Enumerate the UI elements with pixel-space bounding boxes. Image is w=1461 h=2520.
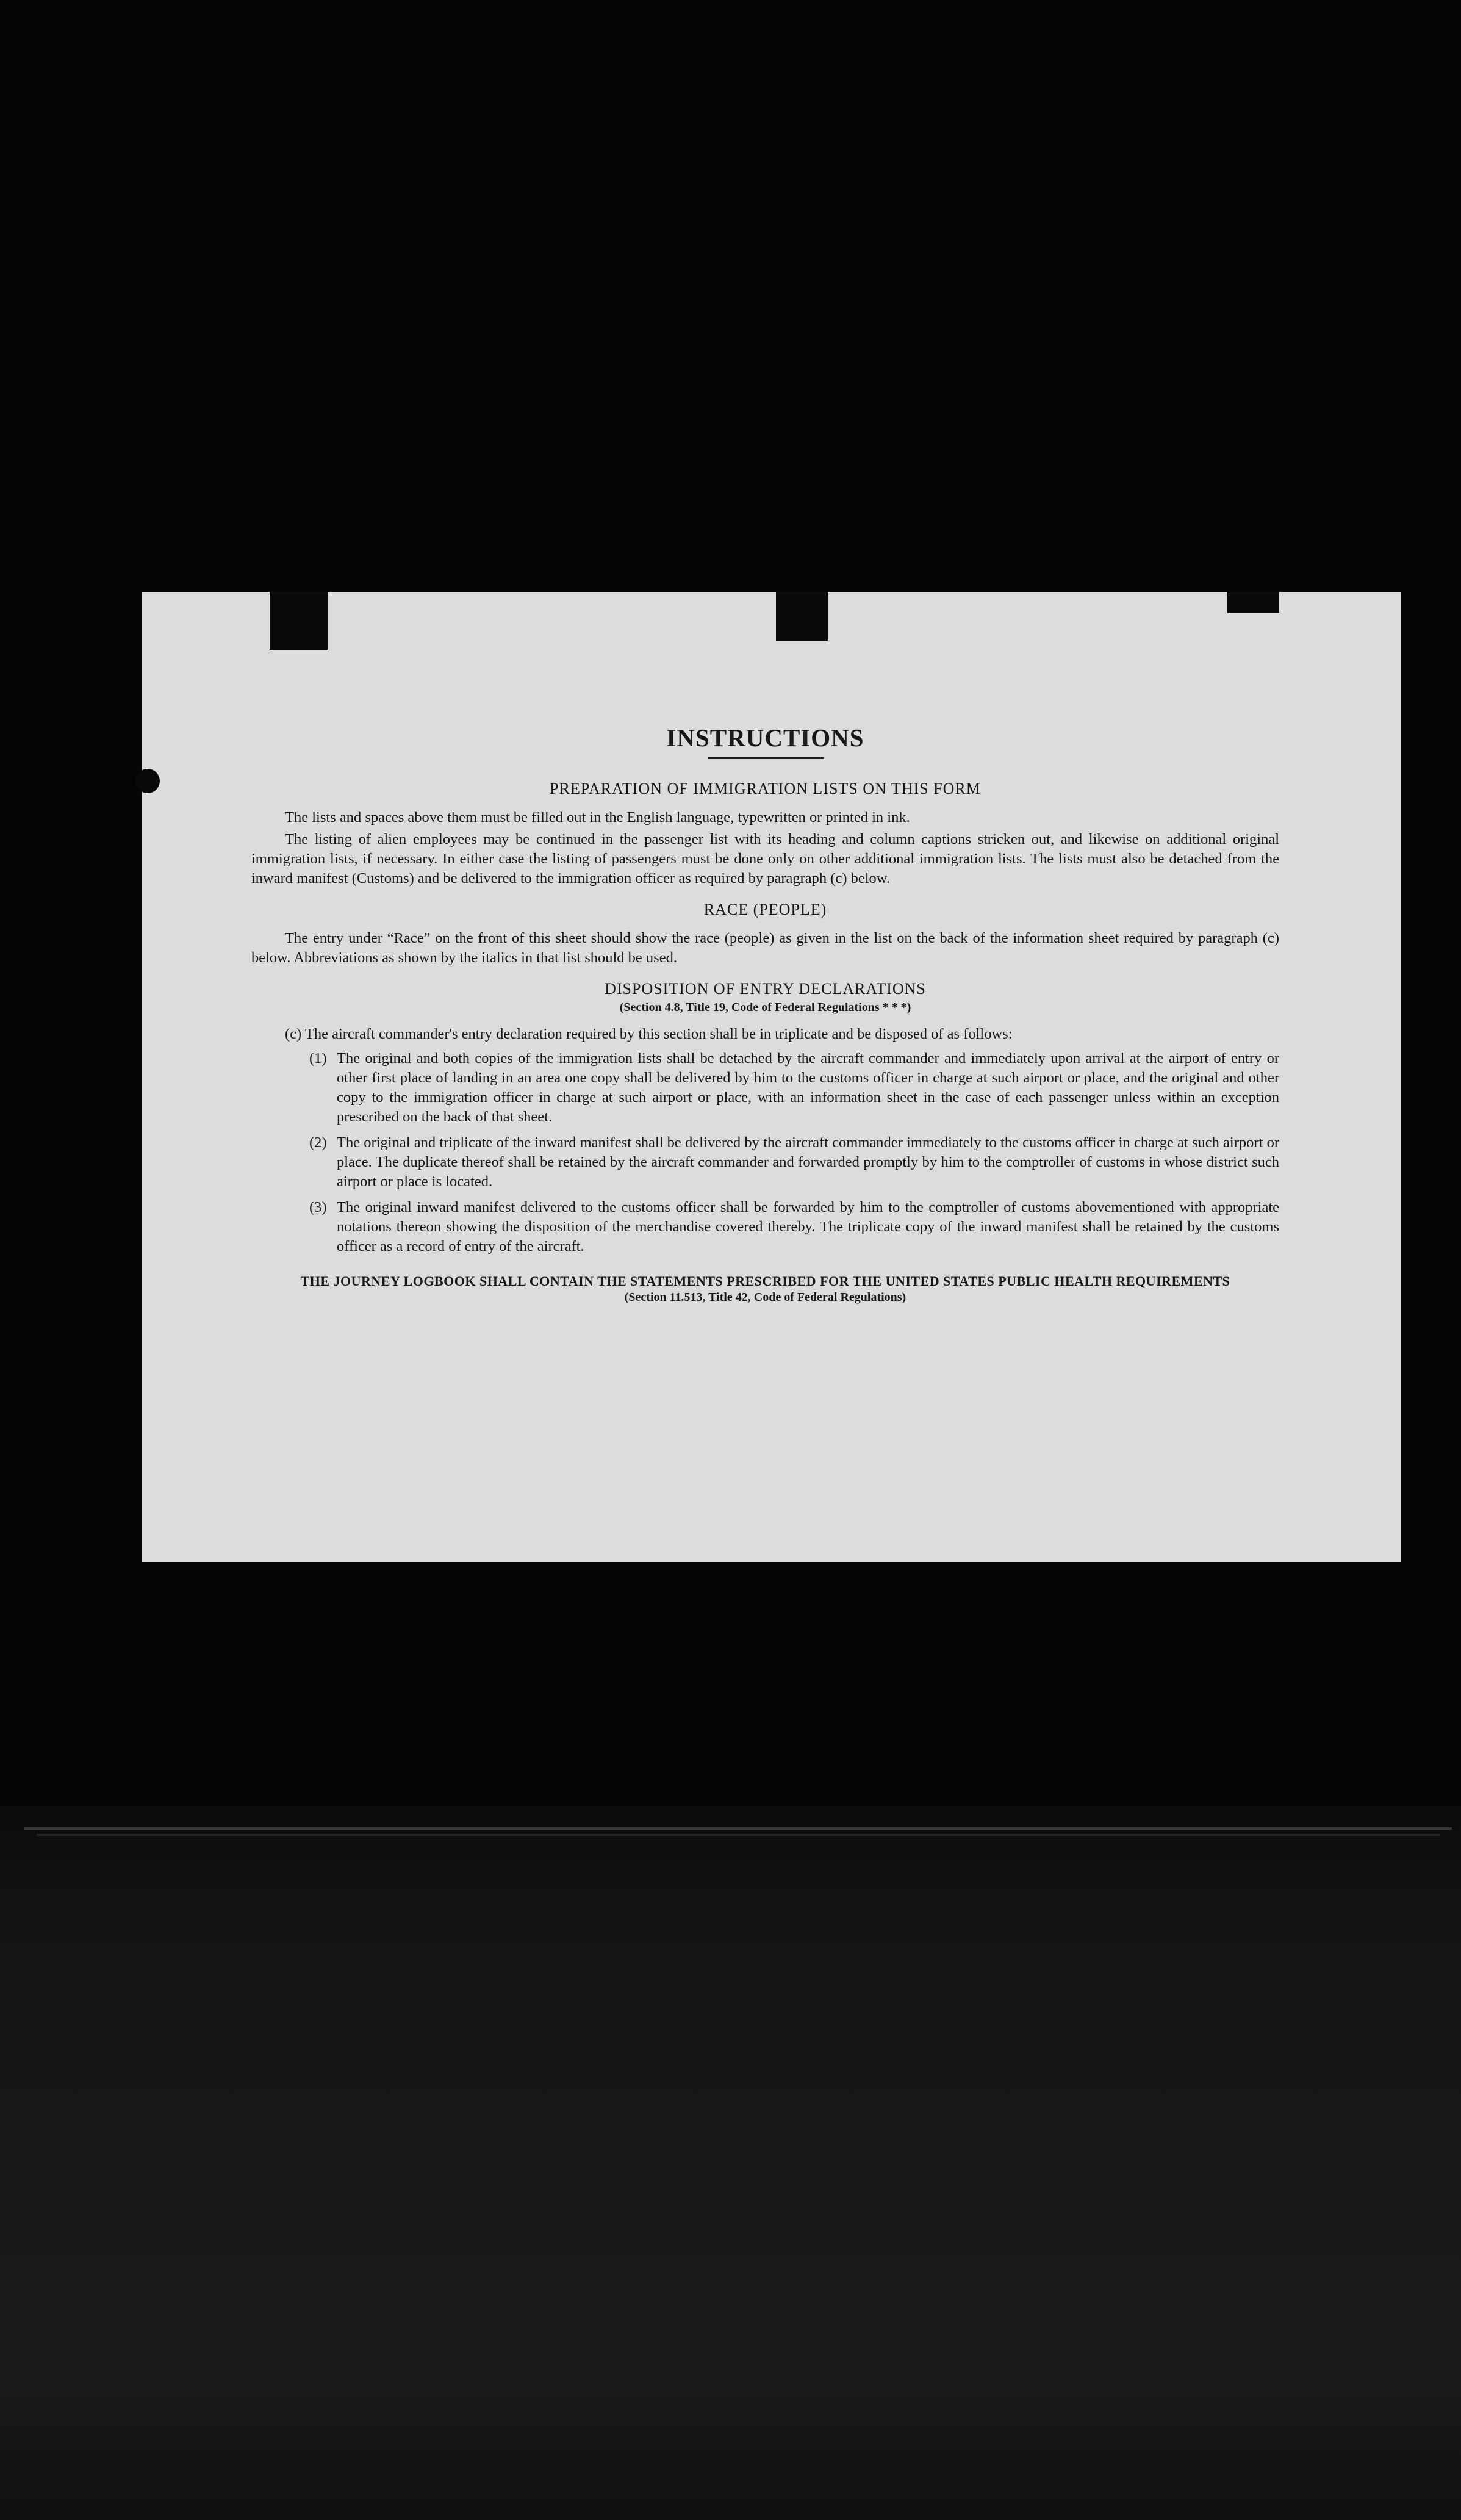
instruction-text-block [251, 723, 1279, 1305]
scan-lower-band [0, 1806, 1461, 2520]
title-underline [708, 757, 824, 759]
section-heading-preparation: PREPARATION OF IMMIGRATION LISTS ON THIS FORM [550, 780, 981, 797]
list-item [309, 1198, 1279, 1256]
footer-health-requirements: THE JOURNEY LOGBOOK SHALL CONTAIN THE STATEMENTS PRESCRIBED FOR THE UNITED STATES PUBLIC HEALTH REQUIREMENTS [300, 1273, 1230, 1289]
list-item-number: (1) [309, 1050, 327, 1067]
torn-corner [135, 769, 160, 793]
list-item-number: (3) [309, 1199, 327, 1215]
paragraph-race-entry: The entry under “Race” on the front of this sheet should show the race (people) as given in the list on the back of the information sheet required by paragraph (c) below. Abbreviations as shown by the italics in that list should be used. [251, 930, 1279, 966]
section-heading-race: RACE (PEOPLE) [703, 901, 827, 918]
section-heading-disposition: DISPOSITION OF ENTRY DECLARATIONS [605, 980, 926, 998]
paragraph-alien-employees: The listing of alien employees may be continued in the passenger list with its heading and column captions stricken out, and likewise on additional original immigration lists, if necessary. In either case the listing of passengers must be done only on other additional immigration lists. The lists must also be detached from the inward manifest (Customs) and be delivered to the immigration officer as required by paragraph (c) below. [251, 831, 1279, 887]
page-title: INSTRUCTIONS [666, 724, 864, 752]
instruction-sheet [142, 592, 1401, 1562]
list-item [309, 1133, 1279, 1192]
binding-tab [270, 592, 328, 650]
binding-tab [1227, 592, 1279, 613]
list-item-text: The original and triplicate of the inward manifest shall be delivered by the aircraft commander immediately to the customs officer in charge at such airport or place. The duplicate thereof shall be retained by the aircraft commander and forwarded promptly by him to the comptroller of customs in whose district such airport or place is located. [337, 1134, 1279, 1190]
list-item-text: The original and both copies of the immigration lists shall be detached by the aircraft commander and immediately upon arrival at the airport of entry or other first place of landing in an area one copy shall be delivered by him to the customs officer in charge at such airport or place, and the original and other copy to the immigration officer in charge at such airport or place, with an information sheet in the case of each passenger unless within an exception prescribed on the back of that sheet. [337, 1050, 1279, 1125]
scan-streak [37, 1834, 1440, 1836]
list-item [309, 1049, 1279, 1127]
scan-streak [24, 1827, 1452, 1830]
paragraph-entry-declaration: (c) The aircraft commander's entry declaration required by this section shall be in triplicate and be disposed of as follows: [285, 1026, 1013, 1042]
list-item-text: The original inward manifest delivered to the customs officer shall be forwarded by him to the comptroller of customs abovementioned with appropriate notations thereon showing the disposition of the merchandise covered thereby. The triplicate copy of the inward manifest shall be retained by the customs officer as a record of entry of the aircraft. [337, 1199, 1279, 1255]
footer-reference: (Section 11.513, Title 42, Code of Federal Regulations) [624, 1291, 906, 1304]
section-reference-customs: (Section 4.8, Title 19, Code of Federal Regulations * * *) [619, 1001, 911, 1014]
binding-tab [776, 592, 828, 641]
list-item-number: (2) [309, 1134, 327, 1151]
paragraph-lists-language: The lists and spaces above them must be filled out in the English language, typewritten or printed in ink. [285, 809, 910, 826]
